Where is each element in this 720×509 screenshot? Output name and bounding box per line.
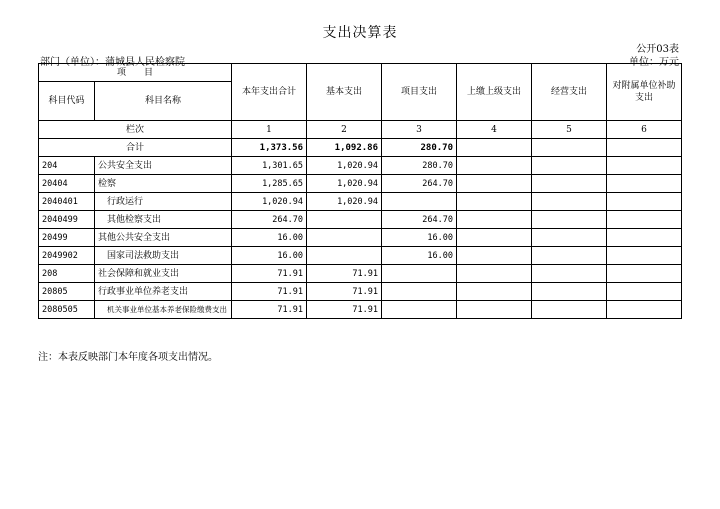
table-row [39, 301, 682, 319]
header-basic: 基本支出 [307, 64, 382, 121]
total-cell [607, 139, 682, 157]
row-project [382, 265, 457, 283]
table-row [39, 175, 682, 193]
row-business [532, 247, 607, 265]
row-name: 行政运行 [95, 193, 232, 211]
row-name: 国家司法救助支出 [95, 247, 232, 265]
row-project: 16.00 [382, 247, 457, 265]
row-remit [457, 175, 532, 193]
row-remit [457, 301, 532, 319]
table-row [39, 157, 682, 175]
row-name: 机关事业单位基本养老保险缴费支出 [95, 301, 232, 319]
row-code: 20805 [39, 283, 95, 301]
lanci-label: 栏次 [39, 121, 232, 139]
row-basic [307, 229, 382, 247]
total-label: 合计 [39, 139, 232, 157]
row-total: 1,301.65 [232, 157, 307, 175]
row-basic [307, 247, 382, 265]
row-business [532, 175, 607, 193]
row-name: 公共安全支出 [95, 157, 232, 175]
footnote: 注：本表反映部门本年度各项支出情况。 [38, 352, 218, 363]
row-project: 280.70 [382, 157, 457, 175]
lanci-cell: 1 [232, 121, 307, 139]
header-code: 科目代码 [39, 82, 95, 121]
row-basic: 71.91 [307, 265, 382, 283]
header-project-group: 项 目 [39, 64, 232, 82]
row-business [532, 301, 607, 319]
total-cell: 280.70 [382, 139, 457, 157]
table-row [39, 283, 682, 301]
row-total: 71.91 [232, 301, 307, 319]
row-total: 1,020.94 [232, 193, 307, 211]
row-project [382, 301, 457, 319]
header-name: 科目名称 [95, 82, 232, 121]
row-business [532, 265, 607, 283]
lanci-cell: 2 [307, 121, 382, 139]
lanci-cell: 4 [457, 121, 532, 139]
row-remit [457, 283, 532, 301]
row-code: 20499 [39, 229, 95, 247]
row-subsidy [607, 229, 682, 247]
row-subsidy [607, 175, 682, 193]
row-basic: 1,020.94 [307, 193, 382, 211]
row-name: 行政事业单位养老支出 [95, 283, 232, 301]
row-name: 其他检察支出 [95, 211, 232, 229]
row-code: 20404 [39, 175, 95, 193]
header-total: 本年支出合计 [232, 64, 307, 121]
table-row [39, 229, 682, 247]
total-cell: 1,373.56 [232, 139, 307, 157]
row-subsidy [607, 193, 682, 211]
row-total: 16.00 [232, 247, 307, 265]
row-project: 16.00 [382, 229, 457, 247]
unit-label: 单位：万元 [629, 57, 679, 68]
header-remit: 上缴上级支出 [457, 64, 532, 121]
lanci-cell: 6 [607, 121, 682, 139]
row-code: 2049902 [39, 247, 95, 265]
row-basic: 71.91 [307, 283, 382, 301]
department-label: 部门（单位）：蒲城县人民检察院 [40, 57, 185, 68]
row-total: 71.91 [232, 265, 307, 283]
row-total: 16.00 [232, 229, 307, 247]
row-subsidy [607, 211, 682, 229]
table-row [39, 211, 682, 229]
row-basic [307, 211, 382, 229]
row-remit [457, 193, 532, 211]
form-number: 公开03表 [636, 44, 679, 55]
row-basic: 1,020.94 [307, 157, 382, 175]
row-remit [457, 265, 532, 283]
table-body [39, 157, 682, 319]
header-project: 项目支出 [382, 64, 457, 121]
row-remit [457, 157, 532, 175]
row-subsidy [607, 157, 682, 175]
row-name: 社会保障和就业支出 [95, 265, 232, 283]
row-business [532, 229, 607, 247]
lanci-cell: 5 [532, 121, 607, 139]
table-row [39, 265, 682, 283]
total-cell [457, 139, 532, 157]
row-project: 264.70 [382, 175, 457, 193]
expenditure-table [38, 63, 682, 319]
row-project [382, 193, 457, 211]
row-code: 204 [39, 157, 95, 175]
row-code: 2040499 [39, 211, 95, 229]
row-project [382, 283, 457, 301]
row-subsidy [607, 265, 682, 283]
row-subsidy [607, 301, 682, 319]
header-business: 经营支出 [532, 64, 607, 121]
row-subsidy [607, 283, 682, 301]
lanci-cell: 3 [382, 121, 457, 139]
row-total: 264.70 [232, 211, 307, 229]
row-basic: 71.91 [307, 301, 382, 319]
table-row [39, 193, 682, 211]
row-code: 2080505 [39, 301, 95, 319]
row-remit [457, 247, 532, 265]
row-remit [457, 211, 532, 229]
row-total: 71.91 [232, 283, 307, 301]
row-basic: 1,020.94 [307, 175, 382, 193]
row-subsidy [607, 247, 682, 265]
row-code: 2040401 [39, 193, 95, 211]
row-business [532, 193, 607, 211]
header-subsidy: 对附属单位补助支出 [607, 64, 682, 121]
row-business [532, 283, 607, 301]
page-title: 支出决算表 [322, 25, 398, 41]
row-remit [457, 229, 532, 247]
row-name: 其他公共安全支出 [95, 229, 232, 247]
row-total: 1,285.65 [232, 175, 307, 193]
row-business [532, 211, 607, 229]
row-business [532, 157, 607, 175]
row-project: 264.70 [382, 211, 457, 229]
row-name: 检察 [95, 175, 232, 193]
row-code: 208 [39, 265, 95, 283]
total-cell: 1,092.86 [307, 139, 382, 157]
total-cell [532, 139, 607, 157]
table-row [39, 247, 682, 265]
